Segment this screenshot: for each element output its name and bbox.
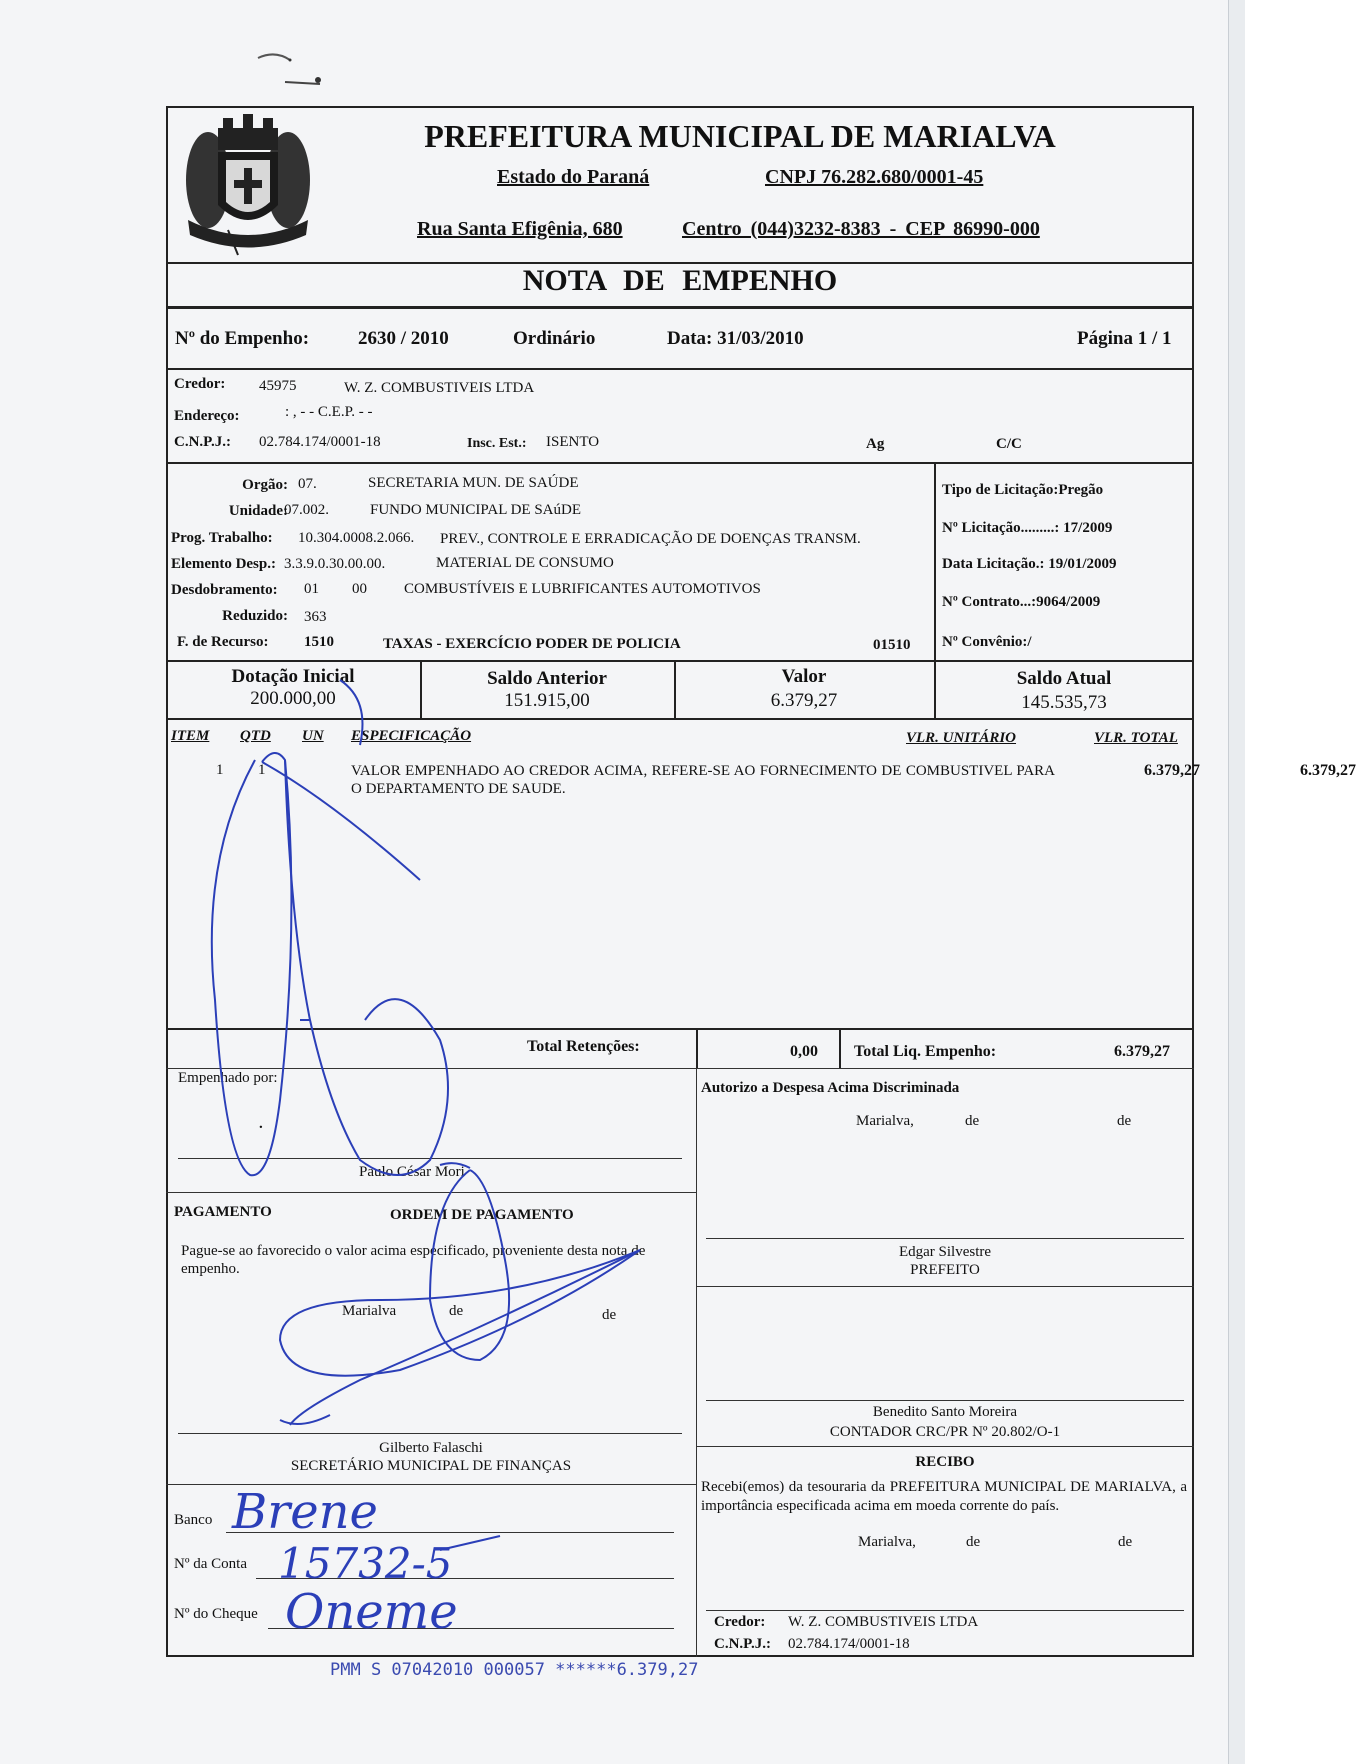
- document-title: NOTA DE EMPENHO: [522, 264, 838, 297]
- credor-ie: ISENTO: [546, 434, 600, 450]
- credor-code: 45975: [259, 378, 297, 394]
- page-number: Página 1 / 1: [1077, 328, 1172, 349]
- contador-role: CONTADOR CRC/PR Nº 20.802/O-1: [829, 1424, 1061, 1440]
- prog-desc: PREV., CONTROLE E ERRADICAÇÃO DE DOENÇAS TRANSM.: [440, 531, 861, 547]
- orgao-desc: SECRETARIA MUN. DE SAÚDE: [368, 475, 579, 491]
- conta-label: Nº da Conta: [174, 1556, 247, 1572]
- saldo-atual-value: 145.535,73: [1021, 692, 1107, 713]
- item-qtd: 1: [258, 762, 266, 778]
- contador-name: Benedito Santo Moreira: [872, 1404, 1018, 1420]
- banco-label: Banco: [174, 1512, 213, 1528]
- autorizo-signer-name: Edgar Silvestre: [898, 1244, 992, 1260]
- svg-text:Oneme: Oneme: [285, 1584, 458, 1640]
- valor-value: 6.379,27: [770, 690, 838, 711]
- recurso-desc: TAXAS - EXERCÍCIO PODER DE POLICIA: [383, 636, 681, 652]
- col-header-un: UN: [302, 728, 324, 744]
- unidade-code: 07.002.: [284, 502, 329, 518]
- ordem-pagamento-label: ORDEM DE PAGAMENTO: [390, 1207, 574, 1223]
- credor-ie-label: Insc. Est.:: [467, 436, 527, 451]
- recurso-label: F. de Recurso:: [177, 634, 269, 650]
- pagamento-label: PAGAMENTO: [174, 1204, 272, 1220]
- pagamento-de2: de: [602, 1307, 617, 1323]
- saldo-anterior-label: Saldo Anterior: [487, 668, 607, 689]
- empenho-number: 2630 / 2010: [358, 328, 449, 349]
- col-header-item: ITEM: [171, 728, 210, 744]
- reduzido-label: Reduzido:: [222, 608, 288, 624]
- orgao-label: Orgão:: [242, 477, 288, 493]
- recurso-code-2: 01510: [873, 637, 911, 653]
- reduzido-code: 363: [304, 609, 327, 625]
- item-number: 1: [216, 762, 224, 778]
- autorizo-de2: de: [1117, 1113, 1132, 1129]
- dotacao-label: Dotação Inicial: [231, 666, 355, 687]
- payment-stamp: PMM S 07042010 000057 ******6.379,27: [330, 1660, 699, 1680]
- credor-label: Credor:: [174, 376, 226, 392]
- item-spec: VALOR EMPENHADO AO CREDOR ACIMA, REFERE-SE AO FORNECIMENTO DE COMBUSTIVEL PARA O DEPARTAMENTO DE SAUDE.: [351, 763, 1055, 797]
- desdobramento-desc: COMBUSTÍVEIS E LUBRIFICANTES AUTOMOTIVOS: [404, 581, 761, 597]
- credor-cc: C/C: [996, 436, 1022, 452]
- unidade-label: Unidade:: [228, 503, 288, 519]
- col-header-vlr-total: VLR. TOTAL: [1094, 730, 1178, 746]
- credor-address-label: Endereço:: [174, 408, 240, 424]
- recibo-credor: W. Z. COMBUSTIVEIS LTDA: [788, 1614, 979, 1630]
- retencoes-label: Total Retenções:: [527, 1038, 640, 1055]
- licitacao-data: Data Licitação.: 19/01/2009: [942, 556, 1117, 572]
- desdobramento-a: 01: [304, 581, 319, 597]
- saldo-anterior-value: 151.915,00: [504, 690, 590, 711]
- recibo-credor-label: Credor:: [714, 1614, 766, 1630]
- svg-text:Brene: Brene: [232, 1484, 378, 1540]
- pagamento-place: Marialva: [342, 1303, 397, 1319]
- licitacao-numero: Nº Licitação.........: 17/2009: [942, 520, 1113, 536]
- recibo-cnpj-label: C.N.P.J.:: [714, 1636, 771, 1652]
- empenho-date: Data: 31/03/2010: [667, 328, 804, 349]
- licitacao-convenio: Nº Convênio:/: [942, 634, 1032, 650]
- empenhado-label: Empenhado por:: [178, 1070, 278, 1086]
- recibo-text: Recebi(emos) da tesouraria da PREFEITURA MUNICIPAL DE MARIALVA, a importância especificada acima em moeda corrente do país.: [701, 1479, 1187, 1514]
- credor-cnpj-label: C.N.P.J.:: [174, 434, 231, 450]
- item-total-value: 6.379,27: [1300, 762, 1356, 779]
- liquido-value: 6.379,27: [1114, 1043, 1170, 1060]
- orgao-code: 07.: [298, 476, 317, 492]
- recibo-cnpj: 02.784.174/0001-18: [788, 1636, 910, 1652]
- credor-cnpj: 02.784.174/0001-18: [259, 434, 381, 450]
- recibo-place: Marialva,: [858, 1534, 916, 1550]
- saldo-atual-label: Saldo Atual: [1016, 668, 1112, 689]
- prog-label: Prog. Trabalho:: [171, 530, 273, 546]
- credor-name: W. Z. COMBUSTIVEIS LTDA: [344, 380, 535, 396]
- licitacao-tipo: Tipo de Licitação:Pregão: [942, 482, 1104, 498]
- unidade-desc: FUNDO MUNICIPAL DE SAúDE: [370, 502, 581, 518]
- item-unit-value: 6.379,27: [1144, 762, 1200, 779]
- empenho-number-label: Nº do Empenho:: [175, 328, 310, 349]
- prog-code: 10.304.0008.2.066.: [298, 530, 415, 546]
- autorizo-place: Marialva,: [856, 1113, 914, 1129]
- pagamento-signer-name: Gilberto Falaschi: [379, 1440, 483, 1456]
- col-header-especificacao: ESPECIFICAÇÃO: [351, 728, 472, 744]
- licitacao-contrato: Nº Contrato...:9064/2009: [942, 594, 1101, 610]
- svg-text:15732-5: 15732-5: [278, 1539, 453, 1588]
- valor-label: Valor: [781, 666, 827, 687]
- autorizo-title: Autorizo a Despesa Acima Discriminada: [701, 1080, 960, 1096]
- desdobramento-b: 00: [352, 581, 367, 597]
- cheque-label: Nº do Cheque: [174, 1606, 258, 1622]
- col-header-vlr-unitario: VLR. UNITÁRIO: [906, 730, 1017, 746]
- header-cnpj: CNPJ 76.282.680/0001-45: [765, 166, 984, 188]
- empenho-type: Ordinário: [513, 328, 596, 349]
- credor-ag: Ag: [866, 436, 885, 452]
- header-title: PREFEITURA MUNICIPAL DE MARIALVA: [424, 118, 1056, 154]
- recibo-de1: de: [966, 1534, 981, 1550]
- elemento-label: Elemento Desp.:: [171, 556, 276, 572]
- elemento-desc: MATERIAL DE CONSUMO: [436, 555, 614, 571]
- pagamento-signer-role: SECRETÁRIO MUNICIPAL DE FINANÇAS: [290, 1458, 572, 1474]
- recibo-de2: de: [1118, 1534, 1133, 1550]
- recurso-code: 1510: [304, 634, 334, 650]
- header-address: Rua Santa Efigênia, 680: [417, 218, 623, 240]
- autorizo-signer-role: PREFEITO: [910, 1262, 980, 1278]
- header-state: Estado do Paraná: [497, 166, 650, 188]
- empenhado-signer: Paulo César Mori: [359, 1164, 465, 1180]
- autorizo-de1: de: [965, 1113, 980, 1129]
- empenhado-dot: .: [259, 1116, 263, 1132]
- header-contact: Centro (044)3232-8383 - CEP 86990-000: [682, 218, 1040, 240]
- pagamento-text: Pague-se ao favorecido o valor acima especificado, proveniente desta nota de empenho.: [181, 1243, 646, 1277]
- elemento-code: 3.3.9.0.30.00.00.: [284, 556, 386, 572]
- dotacao-value: 200.000,00: [250, 688, 336, 709]
- recibo-title: RECIBO: [915, 1454, 975, 1470]
- pagamento-de1: de: [449, 1303, 464, 1319]
- desdobramento-label: Desdobramento:: [171, 582, 278, 598]
- retencoes-value: 0,00: [790, 1043, 818, 1060]
- col-header-qtd: QTD: [240, 728, 271, 744]
- liquido-label: Total Liq. Empenho:: [854, 1043, 997, 1060]
- credor-address: : , - - C.E.P. - -: [285, 404, 373, 420]
